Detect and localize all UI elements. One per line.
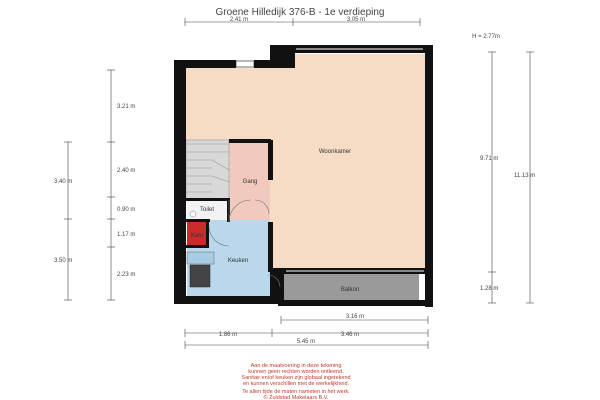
staircase-area xyxy=(186,140,229,200)
dim-right-total: 11.13 m xyxy=(514,173,536,179)
disclaimer-line-1: Aan de maatvoering in deze tekening xyxy=(250,363,342,369)
dim-left-5: 2.23 m xyxy=(117,272,136,278)
top-dimension-lines xyxy=(185,18,420,26)
dim-left-4: 1.17 m xyxy=(117,232,136,238)
counter xyxy=(187,252,214,264)
dim-left-outer-2: 3.50 m xyxy=(54,258,73,264)
room-label-keuken: Keuken xyxy=(227,258,249,264)
dim-bottom-total: 5.45 m xyxy=(296,339,316,345)
disclaimer-line-5: Te allen tijde de maten nameten in het werk. xyxy=(242,389,350,395)
dim-left-2: 2.40 m xyxy=(117,168,136,174)
room-label-kast: Kast xyxy=(190,233,204,239)
dim-right-1: 9.71 m xyxy=(480,156,499,162)
toilet-fixture xyxy=(190,211,196,217)
dim-left-outer-1: 3.40 m xyxy=(54,179,73,185)
dim-left-3: 0.90 m xyxy=(117,207,136,213)
dim-bottom-left: 1.86 m xyxy=(218,332,238,338)
ceiling-height-label: H = 2.77m xyxy=(472,34,500,40)
disclaimer xyxy=(241,363,350,400)
left-dimension-lines-outer xyxy=(64,142,72,300)
left-dimension-lines-inner xyxy=(107,70,115,300)
dim-left-1: 3.21 m xyxy=(117,104,136,110)
dim-bottom-balkon: 3.16 m xyxy=(345,314,365,320)
dim-bottom-right: 3.46 m xyxy=(340,332,360,338)
room-label-gang: Gang xyxy=(242,179,258,185)
woonkamer-area-upper-left xyxy=(185,68,273,146)
stove xyxy=(190,265,210,287)
disclaimer-line-6: © Zuidstad Makelaars B.V. xyxy=(263,395,329,400)
room-label-woonkamer: Woonkamer xyxy=(318,149,352,155)
woonkamer-area xyxy=(270,54,427,272)
disclaimer-line-4: en kunnen verschillen met de werkelijkheid. xyxy=(242,381,350,387)
dim-top-left: 2.41 m xyxy=(229,17,249,23)
dim-top-right: 3.05 m xyxy=(346,17,366,23)
room-label-toilet: Toilet xyxy=(199,207,215,213)
dim-right-2: 1.28 m xyxy=(480,286,499,292)
disclaimer-line-3: Sanitair en/of keuken zijn globaal ingetekend xyxy=(241,375,351,381)
keuken-hall-area xyxy=(207,220,270,248)
disclaimer-line-2: kunnen geen rechten worden ontleend. xyxy=(248,369,344,375)
window-top-left xyxy=(236,61,254,67)
plan-title: Groene Hilledijk 376-B - 1e verdieping xyxy=(215,7,385,18)
room-label-balkon: Balkon xyxy=(340,287,360,293)
